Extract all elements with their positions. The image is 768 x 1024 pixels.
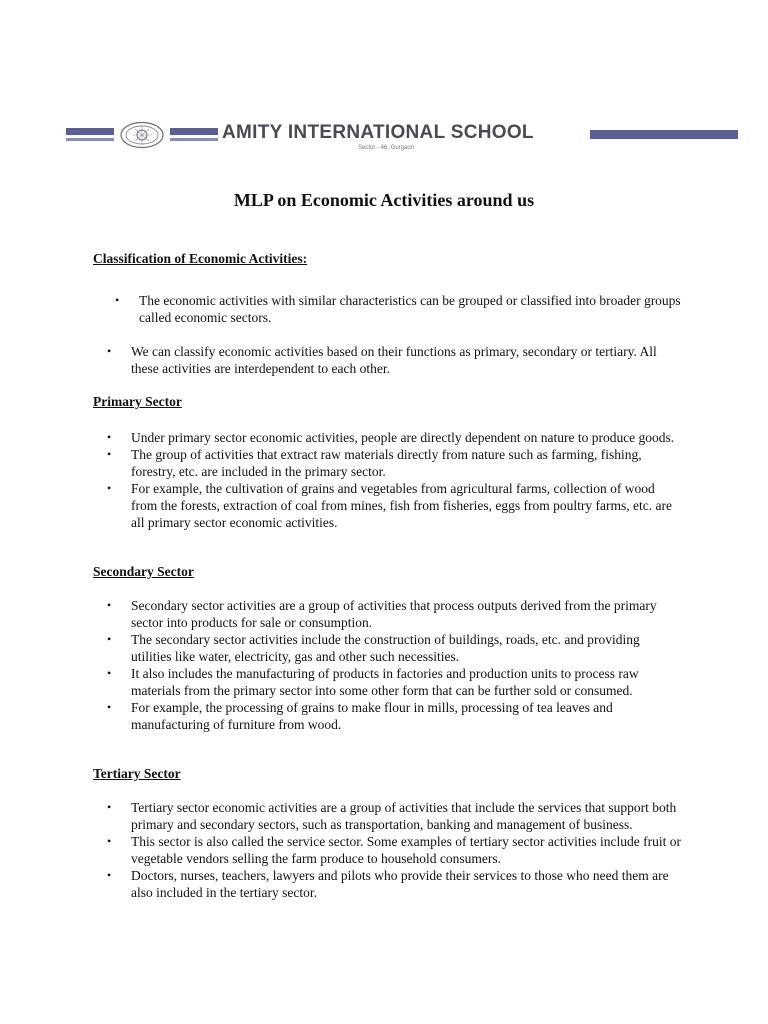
- letterhead-bar-middle-thin: [170, 138, 218, 141]
- list-item: • Tertiary sector economic activities are a group of activities that include the services that support both primary and secondary sectors, such as transportation, banking and management of business.: [107, 800, 677, 832]
- list-item: • We can classify economic activities based on their functions as primary, secondary or tertiary. All these activities are interdependent to each other.: [107, 344, 657, 376]
- list-item-text: This sector is also called the service sector. Some examples of tertiary sector activities include fruit or vegetable vendors selling the farm produce to household consumers.: [131, 834, 681, 866]
- list-item: • This sector is also called the service sector. Some examples of tertiary sector activities include fruit or vegetable vendors selling the farm produce to household consumers.: [107, 834, 681, 866]
- list-item: • For example, the processing of grains to make flour in mills, processing of tea leaves and manufacturing of furniture from wood.: [107, 700, 613, 732]
- section-heading-classification: Classification of Economic Activities:: [93, 251, 308, 266]
- list-item: • For example, the cultivation of grains and vegetables from agricultural farms, collection of wood from the forests, extraction of coal from mines, fish from fisheries, eggs from poultry farms, etc. are all primary sector economic activities.: [107, 481, 672, 530]
- list-item-text: Tertiary sector economic activities are a group of activities that include the services that support both primary and secondary sectors, such as transportation, banking and management of business.: [131, 800, 677, 832]
- school-emblem-icon: [118, 121, 166, 149]
- school-name: AMITY INTERNATIONAL SCHOOL: [222, 122, 534, 143]
- list-item-text: For example, the processing of grains to make flour in mills, processing of tea leaves and manufacturing of furniture from wood.: [131, 700, 613, 732]
- school-address: Sector - 46, Gurgaon: [358, 145, 415, 151]
- list-item-text: The secondary sector activities include the construction of buildings, roads, etc. and providing utilities like water, electricity, gas and other such necessities.: [131, 632, 640, 664]
- document-title: MLP on Economic Activities around us: [233, 190, 535, 210]
- letterhead: [66, 118, 738, 158]
- list-item-text: The group of activities that extract raw materials directly from nature such as farming, fishing, forestry, etc. are included in the primary sector.: [131, 447, 642, 479]
- list-item: • Under primary sector economic activities, people are directly dependent on nature to produce goods.: [107, 430, 675, 445]
- list-item-text: Doctors, nurses, teachers, lawyers and pilots who provide their services to those who need them are also included in the tertiary sector.: [131, 868, 669, 900]
- list-item-text: For example, the cultivation of grains and vegetables from agricultural farms, collection of wood from the forests, extraction of coal from mines, fish from fisheries, eggs from poultry farms, etc. are all primary sector economic activities.: [131, 481, 672, 530]
- section-heading-tertiary: Tertiary Sector: [93, 766, 181, 781]
- secondary-sector-list: [93, 597, 683, 733]
- list-item-text: Under primary sector economic activities, people are directly dependent on nature to produce goods.: [131, 430, 675, 445]
- classification-list-2: [93, 343, 683, 377]
- letterhead-bar-right: [590, 130, 738, 139]
- letterhead-bar-left-thin: [66, 138, 114, 141]
- list-item-text: It also includes the manufacturing of products in factories and production units to process raw materials from the primary sector into some other form that can be further sold or consumed.: [131, 666, 639, 698]
- letterhead-bar-middle: [170, 128, 218, 135]
- primary-sector-list: [93, 429, 683, 531]
- list-item: • The group of activities that extract raw materials directly from nature such as farming, fishing, forestry, etc. are included in the primary sector.: [107, 447, 642, 479]
- classification-list: [93, 292, 683, 326]
- list-item: • Secondary sector activities are a group of activities that process outputs derived from the primary sector into products for sale or consumption.: [107, 598, 657, 630]
- list-item: • It also includes the manufacturing of products in factories and production units to process raw materials from the primary sector into some other form that can be further sold or consumed.: [107, 666, 639, 698]
- tertiary-sector-list: [93, 799, 683, 901]
- list-item: • The secondary sector activities include the construction of buildings, roads, etc. and providing utilities like water, electricity, gas and other such necessities.: [107, 632, 640, 664]
- list-item: • Doctors, nurses, teachers, lawyers and pilots who provide their services to those who need them are also included in the tertiary sector.: [107, 868, 669, 900]
- letterhead-bar-left: [66, 128, 114, 135]
- list-item: • The economic activities with similar characteristics can be grouped or classified into broader groups called economic sectors.: [115, 293, 681, 325]
- section-heading-secondary: Secondary Sector: [93, 564, 194, 579]
- list-item-text: Secondary sector activities are a group of activities that process outputs derived from the primary sector into products for sale or consumption.: [131, 598, 657, 630]
- list-item-text: The economic activities with similar characteristics can be grouped or classified into broader groups called economic sectors.: [139, 293, 681, 325]
- section-heading-primary: Primary Sector: [93, 394, 182, 409]
- list-item-text: We can classify economic activities based on their functions as primary, secondary or tertiary. All these activities are interdependent to each other.: [131, 344, 657, 376]
